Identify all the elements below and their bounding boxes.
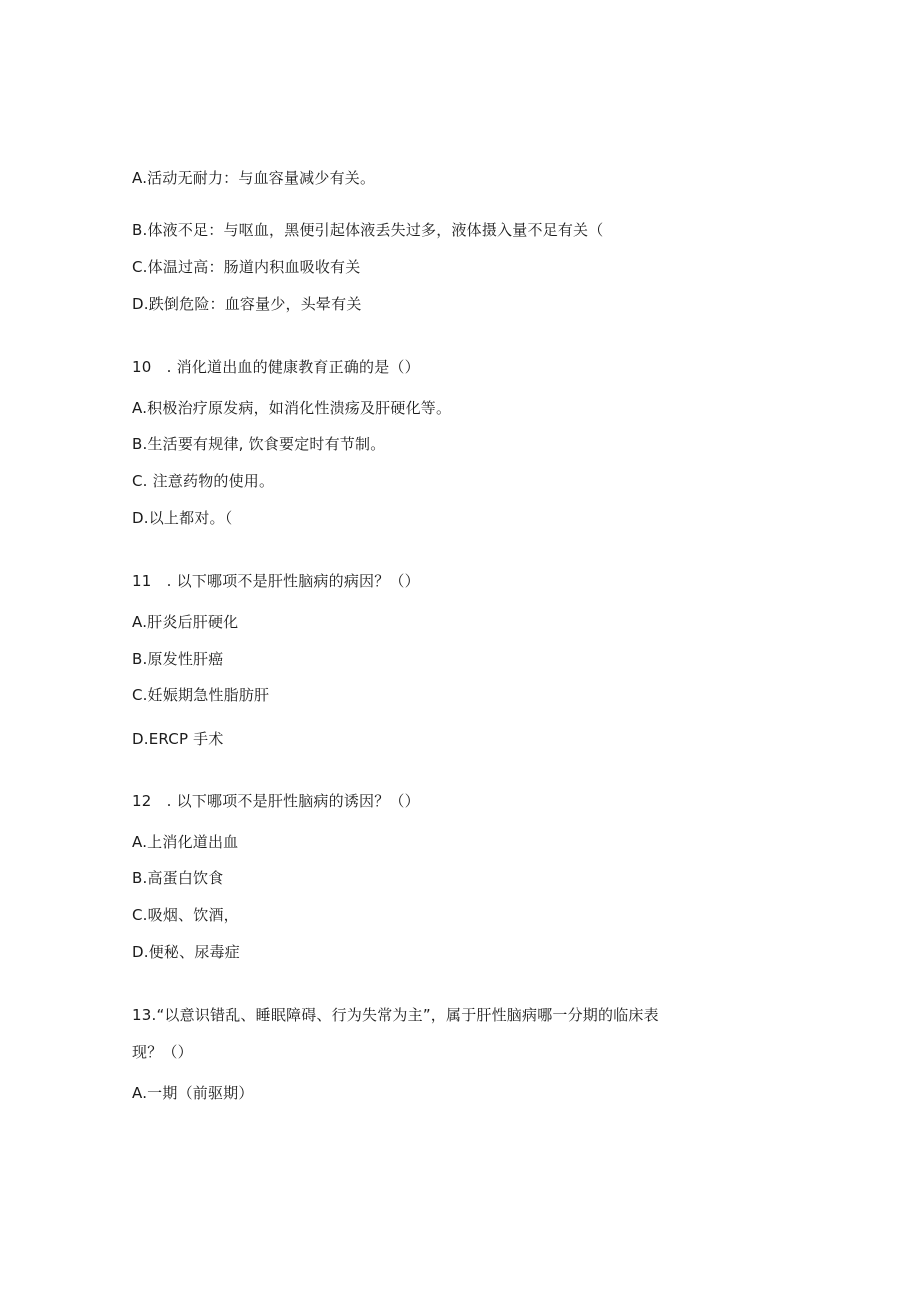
q10-option-d: D.以上都对。（: [132, 509, 233, 527]
q10-option-c: C. 注意药物的使用。: [132, 472, 275, 490]
q12-option-d: D.便秘、尿毒症: [132, 943, 240, 961]
q11-option-b: B.原发性肝癌: [132, 650, 224, 668]
q10-option-a: A.积极治疗原发病，如消化性溃疡及肝硬化等。: [132, 399, 452, 417]
q13-stem-line2: 现？（）: [132, 1043, 193, 1061]
q12-option-c: C.吸烟、饮酒，: [132, 906, 239, 924]
q13-stem-line1: 13.“以意识错乱、睡眠障碍、行为失常为主”，属于肝性脑病哪一分期的临床表: [132, 1006, 659, 1024]
q11-option-a: A.肝炎后肝硬化: [132, 613, 239, 631]
q12-option-a: A.上消化道出血: [132, 833, 239, 851]
q12-option-b: B.高蛋白饮食: [132, 869, 224, 887]
q10-option-b: B.生活要有规律, 饮食要定时有节制。: [132, 435, 386, 453]
q13-option-a: A.一期（前驱期）: [132, 1084, 254, 1102]
q9-option-d: D.跌倒危险：血容量少，头晕有关: [132, 295, 362, 313]
q9-option-c: C.体温过高：肠道内积血吸收有关: [132, 258, 361, 276]
q9-option-a: A.活动无耐力：与血容量减少有关。: [132, 169, 376, 187]
q11-stem: 11 . 以下哪项不是肝性脑病的病因？（）: [132, 572, 420, 590]
q11-option-c: C.妊娠期急性脂肪肝: [132, 686, 270, 704]
q12-stem: 12 . 以下哪项不是肝性脑病的诱因？（）: [132, 792, 420, 810]
q11-option-d: D.ERCP 手术: [132, 730, 224, 748]
q10-stem: 10 . 消化道出血的健康教育正确的是（）: [132, 358, 420, 376]
q9-option-b: B.体液不足：与呕血，黑便引起体液丢失过多，液体摄入量不足有关（: [132, 221, 604, 239]
